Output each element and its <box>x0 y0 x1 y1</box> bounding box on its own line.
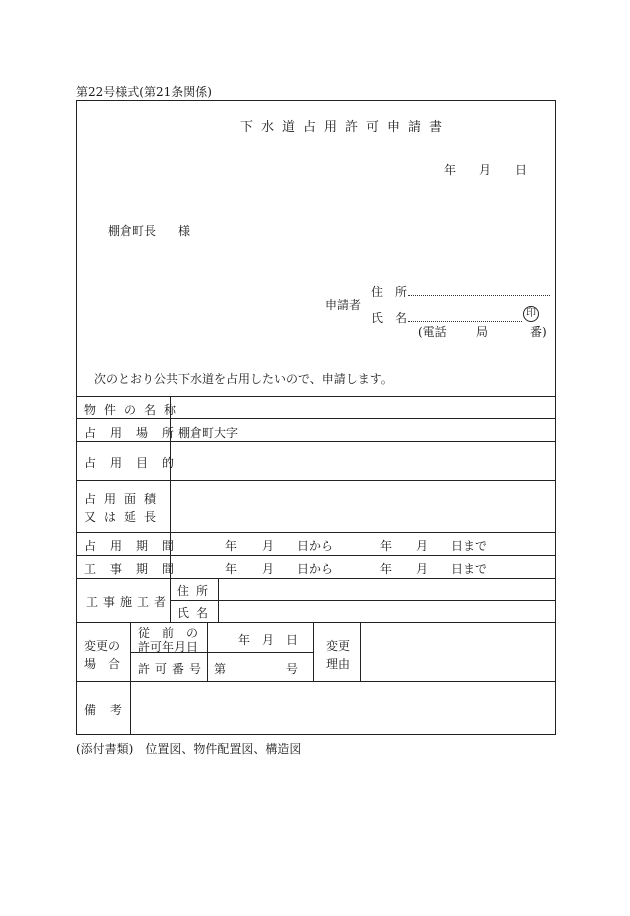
contractor-name-label: 氏名 <box>177 606 216 620</box>
applicant-address-label: 住 所 <box>371 285 408 299</box>
grid-line <box>76 532 556 533</box>
addressee-honorific: 様 <box>178 224 191 238</box>
property-name-label: 物件の名称 <box>84 403 185 417</box>
phone-number: 番) <box>530 325 547 339</box>
grid-line <box>76 480 556 481</box>
occupancy-end-month: 月 <box>416 539 429 553</box>
permit-number-suffix: 号 <box>286 662 299 676</box>
change-reason-line1: 変更 <box>326 639 351 653</box>
phone-bureau: 局 <box>476 325 489 339</box>
phone-open: (電話 <box>418 325 447 339</box>
grid-line <box>76 681 556 682</box>
occupancy-start-day: 日から <box>297 539 334 553</box>
occupancy-end-year: 年 <box>380 539 393 553</box>
construction-period-label: 工事期間 <box>84 562 189 576</box>
grid-line <box>170 600 556 601</box>
prev-permit-date-line1: 従前の <box>138 626 211 640</box>
construction-end-year: 年 <box>380 562 393 576</box>
change-reason-line2: 理由 <box>326 657 351 671</box>
grid-line <box>76 555 556 556</box>
occupancy-start-month: 月 <box>262 539 275 553</box>
grid-line <box>76 418 556 419</box>
construction-start-day: 日から <box>297 562 334 576</box>
construction-start-year: 年 <box>225 562 238 576</box>
applicant-name-line <box>408 321 522 322</box>
grid-line <box>76 441 556 442</box>
grid-line <box>130 622 131 735</box>
construction-end-day: 日まで <box>451 562 488 576</box>
grid-line <box>76 396 556 397</box>
applicant-name-label: 氏 名 <box>371 311 408 325</box>
applicant-label: 申請者 <box>325 298 362 312</box>
date-month: 月 <box>479 163 492 177</box>
remarks-label: 備考 <box>84 703 137 717</box>
construction-start-month: 月 <box>262 562 275 576</box>
occupancy-period-label: 占用期間 <box>84 539 189 553</box>
change-label-line1: 変更の <box>84 639 121 653</box>
prev-permit-date-value: 年 月 日 <box>238 633 299 647</box>
form-title: 下水道占用許可申請書 <box>240 120 451 135</box>
occupancy-end-day: 日まで <box>451 539 488 553</box>
purpose-label: 占用目的 <box>84 456 189 470</box>
form-number: 第22号様式(第21条関係) <box>76 85 212 99</box>
location-label: 占用場所 <box>84 426 189 440</box>
grid-line <box>218 578 219 622</box>
contractor-label: 工事施工者 <box>86 595 172 609</box>
change-label-line2: 場 合 <box>84 657 121 671</box>
area-label-line2: 又は延長 <box>84 510 165 524</box>
grid-line <box>360 622 361 681</box>
applicant-address-line <box>408 295 550 296</box>
seal-mark: 印 <box>523 306 539 322</box>
date-day: 日 <box>515 163 528 177</box>
contractor-address-label: 住所 <box>177 584 216 598</box>
addressee-name: 棚倉町長 <box>108 224 157 238</box>
date-year: 年 <box>444 163 457 177</box>
permit-number-prefix: 第 <box>214 662 227 676</box>
grid-line <box>76 578 556 579</box>
occupancy-start-year: 年 <box>225 539 238 553</box>
permit-number-label: 許可番号 <box>138 662 207 676</box>
attachments-note: (添付書類) 位置図、物件配置図、構造図 <box>76 742 302 756</box>
location-value: 棚倉町大字 <box>178 426 239 440</box>
grid-line <box>313 622 314 681</box>
prev-permit-date-line2: 許可年月日 <box>138 640 199 654</box>
construction-end-month: 月 <box>416 562 429 576</box>
statement: 次のとおり公共下水道を占用したいので、申請します。 <box>94 372 393 386</box>
grid-line <box>76 622 556 623</box>
area-label-line1: 占用面積 <box>84 492 165 506</box>
